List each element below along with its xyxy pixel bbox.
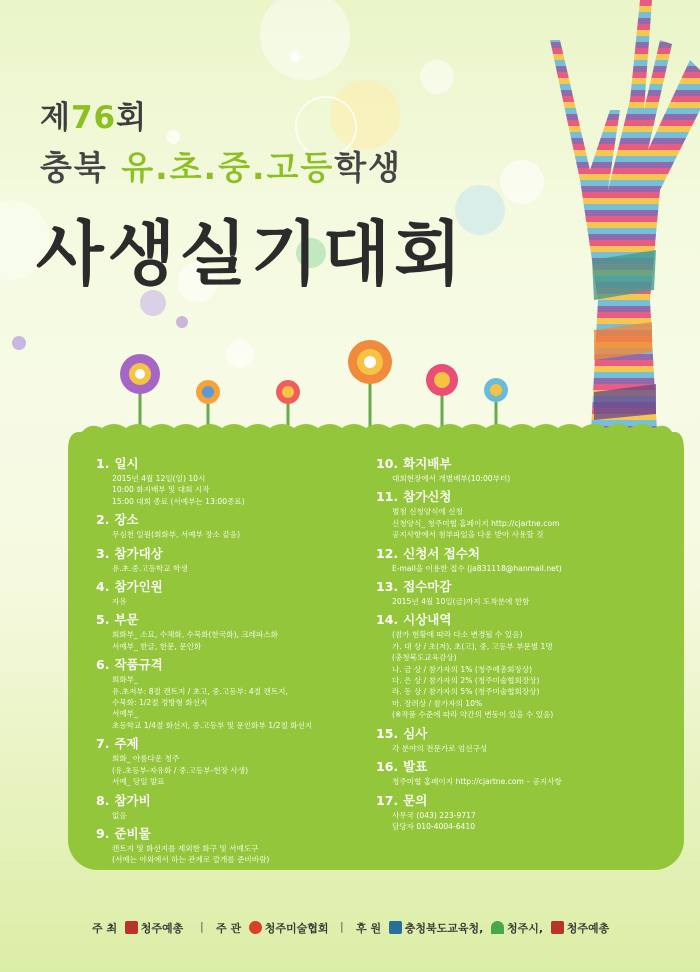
section-number: 4. bbox=[96, 579, 110, 595]
footer-separator: | bbox=[200, 920, 204, 933]
section-line: 무심천 일원(회화부, 서예부 장소 같음) bbox=[112, 530, 241, 540]
info-section bbox=[96, 612, 366, 652]
section-number: 17. bbox=[376, 792, 399, 808]
section-title: 참가비 bbox=[114, 792, 151, 808]
section-line: E-mail을 이용한 접수 (ja831118@hanmail.net) bbox=[392, 563, 562, 573]
arts-council-logo-icon bbox=[551, 921, 564, 934]
section-heading bbox=[376, 579, 676, 595]
section-line: 유.초저부: 8절 캔트지 / 초고, 중.고등부: 4절 캔트지, bbox=[112, 686, 288, 696]
sponsor-1: 충청북도교육청, bbox=[404, 922, 484, 935]
host-logo-icon bbox=[125, 921, 138, 934]
education-office-logo-icon bbox=[389, 921, 402, 934]
subtitle-region: 충북 bbox=[40, 148, 108, 187]
section-title: 작품규격 bbox=[114, 657, 163, 673]
organizer-name: 청주미술협회 bbox=[264, 922, 329, 935]
info-section bbox=[376, 793, 676, 833]
section-number: 15. bbox=[376, 725, 399, 741]
sponsor-3: 청주예총 bbox=[566, 922, 610, 935]
edition-number: 76 bbox=[70, 100, 117, 136]
section-line: 초등학교 1/4절 화선지, 중.고등부 및 문인화부 1/2절 화선지 bbox=[112, 720, 313, 730]
section-number: 2. bbox=[96, 512, 110, 528]
section-title: 시상내역 bbox=[403, 612, 452, 628]
section-line: 각 분야의 전문가로 엄선구성 bbox=[392, 743, 488, 753]
section-number: 6. bbox=[96, 657, 110, 673]
section-line: 신청양식_ 청주미협 홈페이지 http://cjartne.com bbox=[392, 518, 560, 528]
section-heading bbox=[376, 759, 676, 775]
section-line: 담당자 010-4004-6410 bbox=[392, 821, 476, 831]
section-heading bbox=[376, 489, 676, 505]
section-line: 2015년 4월 10일(금)까지 도착분에 한함 bbox=[392, 597, 530, 607]
section-heading bbox=[376, 793, 676, 809]
section-title: 화지배부 bbox=[403, 456, 452, 471]
section-line: 라. 동 상 / 참가자의 5% (청주미술협회장상) bbox=[392, 687, 540, 697]
section-title: 접수마감 bbox=[403, 579, 452, 595]
section-line: 서예부_ 한글, 한문, 문인화 bbox=[112, 641, 202, 651]
section-number: 9. bbox=[96, 825, 110, 841]
section-heading bbox=[96, 657, 366, 673]
section-line: 자유 bbox=[112, 597, 127, 607]
info-section bbox=[376, 726, 676, 754]
section-line: 다. 은 상 / 참가자의 2% (청주미술협회장상) bbox=[392, 676, 540, 686]
section-line: (서예는 야외에서 하는 관계로 깔개를 준비바람) bbox=[112, 855, 270, 865]
section-number: 11. bbox=[376, 489, 399, 505]
section-title: 발표 bbox=[403, 759, 428, 775]
info-section bbox=[376, 612, 676, 720]
section-heading bbox=[96, 456, 366, 472]
host-label: 주 최 bbox=[92, 922, 118, 935]
section-title: 장소 bbox=[114, 512, 139, 528]
section-line: (충청북도교육감상) bbox=[392, 653, 457, 663]
section-line: 없음 bbox=[112, 810, 127, 820]
section-title: 문의 bbox=[403, 792, 428, 808]
section-heading bbox=[96, 612, 366, 628]
section-title: 참가대상 bbox=[114, 545, 163, 561]
section-line: 공지사항에서 첨부파일을 다운 받아 사용할 것 bbox=[392, 530, 544, 540]
subtitle-levels: 유.초.중.고등 bbox=[121, 148, 335, 187]
section-title: 준비물 bbox=[114, 825, 151, 841]
section-line: 회화부_ 소묘, 수채화, 수묵화(한국화), 크레파스화 bbox=[112, 630, 278, 640]
section-number: 13. bbox=[376, 579, 399, 595]
section-line: 회화_ 아름다운 청주 bbox=[112, 754, 180, 764]
info-section bbox=[96, 736, 366, 787]
organizer-group bbox=[216, 920, 329, 936]
section-line: 2015년 4월 12일(일) 10시 bbox=[112, 474, 206, 483]
section-line: (참가 현황에 따라 다소 변경될 수 있음) bbox=[392, 630, 523, 640]
sponsor-2: 청주시, bbox=[507, 922, 544, 935]
section-number: 1. bbox=[96, 456, 110, 471]
section-line: 별첨 신청양식에 신청 bbox=[392, 507, 463, 517]
info-section bbox=[96, 826, 366, 866]
section-number: 16. bbox=[376, 759, 399, 775]
section-line: 10:00 화지배부 및 대회 시작 bbox=[112, 485, 210, 495]
section-heading bbox=[96, 546, 366, 562]
city-logo-icon bbox=[491, 921, 504, 934]
section-heading bbox=[376, 456, 676, 472]
section-number: 8. bbox=[96, 792, 110, 808]
host-group bbox=[92, 920, 183, 936]
section-heading bbox=[96, 512, 366, 528]
info-section bbox=[96, 512, 366, 540]
edition-title bbox=[40, 92, 147, 137]
section-line: 15:00 대회 종료 (서예부는 13:00종료) bbox=[112, 496, 245, 506]
section-heading bbox=[376, 726, 676, 742]
footer-separator: | bbox=[340, 920, 344, 933]
section-heading bbox=[376, 546, 676, 562]
section-line: (유.초등부-자유화 / 중.고등부-현장 사생) bbox=[112, 765, 249, 775]
footer-sponsors bbox=[0, 912, 700, 942]
edition-prefix: 제 bbox=[40, 100, 71, 136]
info-section bbox=[376, 489, 676, 540]
sponsor-group bbox=[356, 920, 609, 936]
section-number: 12. bbox=[376, 545, 399, 561]
organizer-label: 주 관 bbox=[216, 922, 242, 935]
info-section bbox=[96, 793, 366, 821]
info-section bbox=[96, 456, 366, 507]
section-line: 서예_ 당일 발표 bbox=[112, 777, 165, 787]
section-title: 참가인원 bbox=[114, 579, 163, 595]
section-title: 참가신청 bbox=[403, 489, 452, 505]
section-line: 나. 금 상 / 참가자의 1% (청주예총회장상) bbox=[392, 664, 533, 674]
info-column-left bbox=[96, 456, 366, 871]
section-heading bbox=[96, 826, 366, 842]
section-number: 7. bbox=[96, 736, 110, 752]
section-line: 마. 장려상 / 참가자의 10% bbox=[392, 698, 483, 708]
info-section bbox=[376, 759, 676, 787]
section-line: 대회현장에서 개별배부(10:00부터) bbox=[392, 474, 511, 483]
title-area bbox=[0, 0, 560, 330]
info-section bbox=[96, 579, 366, 607]
info-section bbox=[376, 456, 676, 484]
section-number: 14. bbox=[376, 612, 399, 628]
info-section bbox=[96, 546, 366, 574]
sponsor-label: 후 원 bbox=[356, 922, 382, 935]
section-title: 심사 bbox=[403, 725, 428, 741]
section-title: 신청서 접수처 bbox=[403, 545, 480, 561]
info-section bbox=[376, 579, 676, 607]
section-line: 유.초.중.고등학교 학생 bbox=[112, 563, 188, 573]
subtitle bbox=[40, 142, 402, 189]
section-number: 3. bbox=[96, 545, 110, 561]
section-number: 5. bbox=[96, 612, 110, 628]
section-line: (※작품 수준에 따라 약간의 변동이 있을 수 있음) bbox=[392, 710, 554, 720]
section-heading bbox=[96, 793, 366, 809]
section-line: 사무국 (043) 223-9717 bbox=[392, 810, 476, 820]
info-column-right bbox=[376, 456, 676, 837]
section-line: 서예부_ bbox=[112, 709, 138, 719]
section-title: 주제 bbox=[114, 736, 139, 752]
section-number: 10. bbox=[376, 456, 399, 471]
section-line: 회화부_ bbox=[112, 675, 138, 685]
organizer-logo-icon bbox=[249, 921, 262, 934]
section-line: 청주미협 홈페이지 http://cjartne.com – 공지사항 bbox=[392, 777, 562, 787]
section-heading bbox=[96, 579, 366, 595]
section-title: 부문 bbox=[114, 612, 139, 628]
main-title: 사생실기대회 bbox=[36, 213, 466, 295]
info-section bbox=[376, 546, 676, 574]
info-section bbox=[96, 657, 366, 731]
section-line: 수묵화: 1/2절 정방형 화선지 bbox=[112, 698, 208, 708]
section-line: 가. 대 상 / 초(저), 초(고), 중, 고등부 부문별 1명 bbox=[392, 641, 553, 651]
section-line: 캔트지 및 화선지를 제외한 화구 및 서예도구 bbox=[112, 843, 259, 853]
section-title: 일시 bbox=[114, 456, 139, 471]
host-name: 청주예총 bbox=[140, 922, 184, 935]
subtitle-suffix: 학생 bbox=[334, 148, 403, 187]
edition-suffix: 회 bbox=[116, 100, 148, 136]
section-heading bbox=[376, 612, 676, 628]
section-heading bbox=[96, 736, 366, 752]
